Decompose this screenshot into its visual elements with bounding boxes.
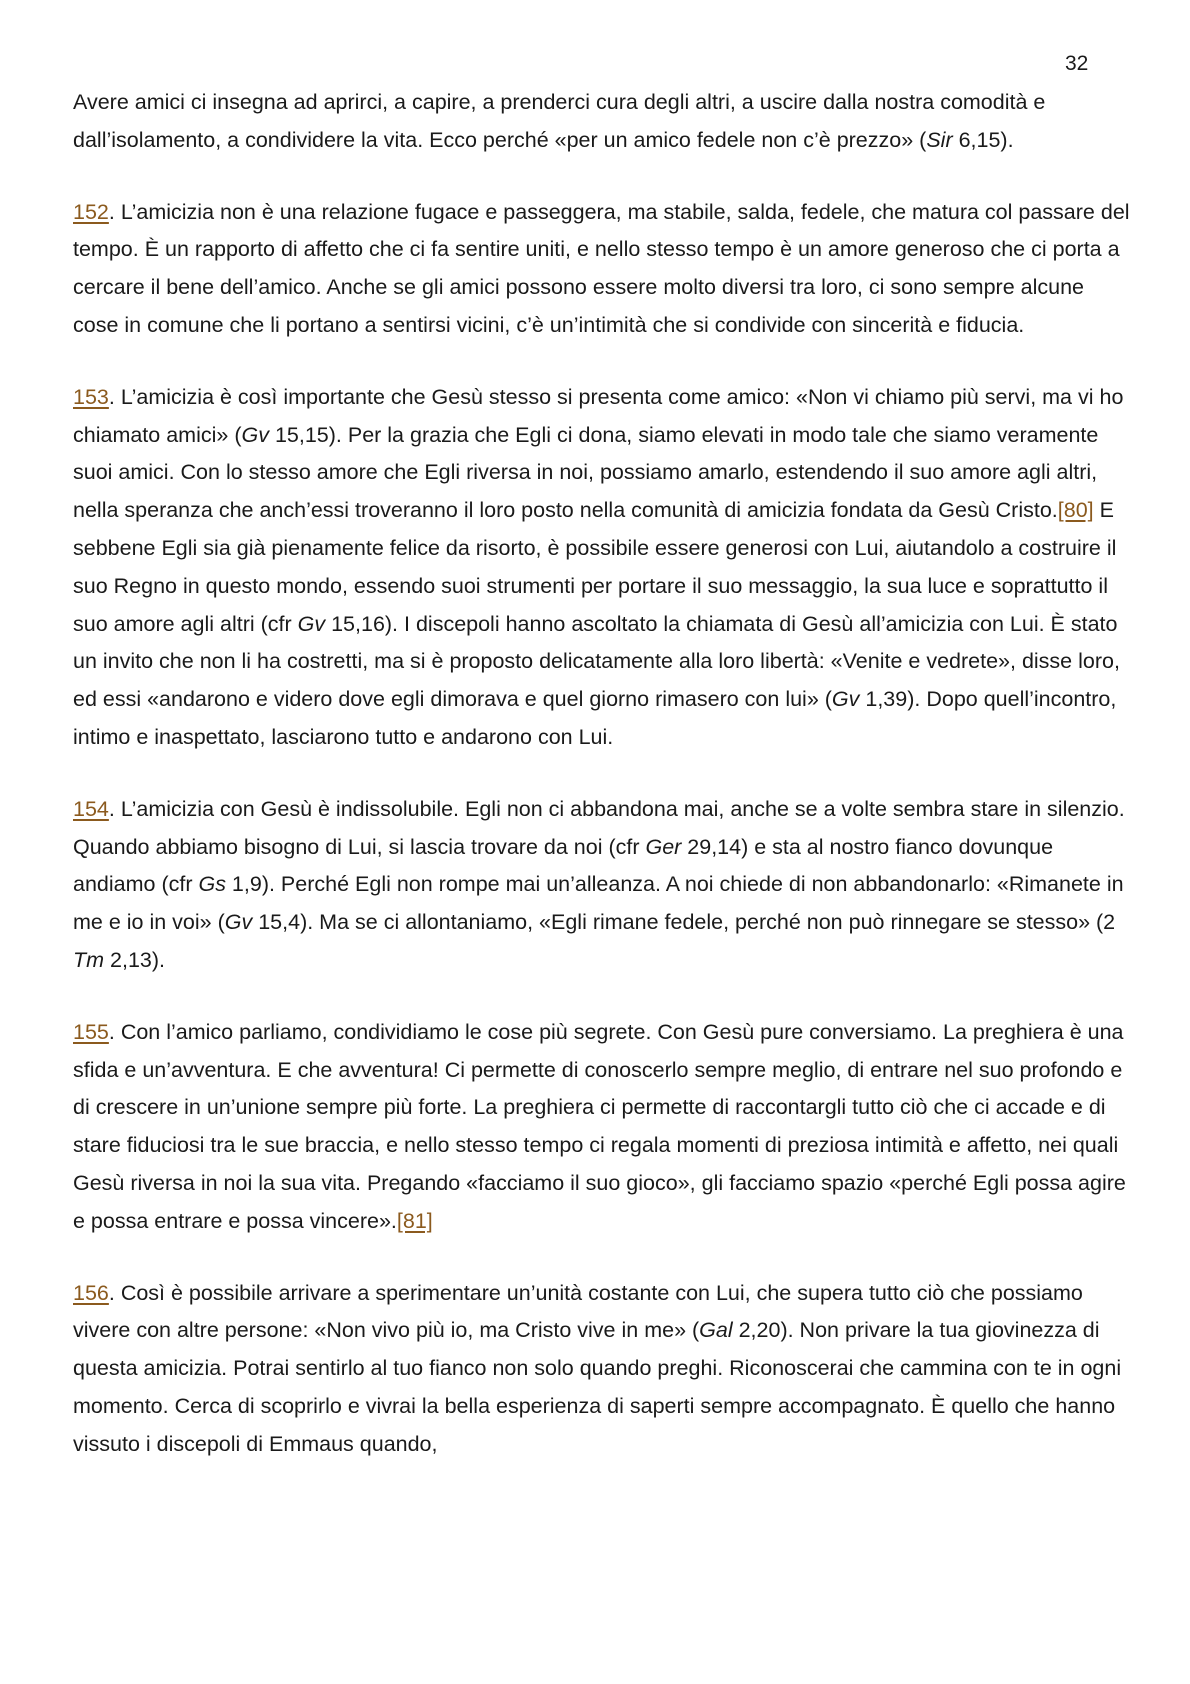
bible-book-abbrev: Gal bbox=[699, 1318, 733, 1343]
paragraph-text: 6,15). bbox=[952, 127, 1014, 152]
paragraph-text: . L’amicizia è così importante che Gesù stesso si presenta come amico: «Non vi chiamo più servi, ma vi ho chiamato amici» ( bbox=[73, 384, 1124, 447]
paragraph-text: 2,13). bbox=[104, 947, 165, 972]
paragraph-text: . Così è possibile arrivare a sperimentare un’unità costante con Lui, che supera tutto ciò che possiamo vivere con altre persone: «Non vivo più io, ma Cristo vive in me» ( bbox=[73, 1280, 1083, 1343]
paragraph-155 bbox=[73, 1014, 1133, 1241]
paragraph-152 bbox=[73, 194, 1133, 345]
paragraph-intro bbox=[73, 84, 1133, 160]
bible-book-abbrev: Gv bbox=[831, 687, 860, 712]
paragraph-text: 15,4). Ma se ci allontaniamo, «Egli rimane fedele, perché non può rinnegare se stesso» (2 bbox=[252, 910, 1116, 935]
paragraph-156 bbox=[73, 1275, 1133, 1464]
paragraph-number-link[interactable]: 156 bbox=[73, 1280, 109, 1305]
document-body bbox=[73, 84, 1133, 1498]
bible-book-abbrev: Gs bbox=[198, 872, 226, 897]
bible-book-abbrev: Gv bbox=[297, 611, 326, 636]
paragraph-number-link[interactable]: 155 bbox=[73, 1019, 109, 1044]
paragraph-text: 1,9). Perché Egli non rompe mai un’alleanza. A noi chiede di non abbandonarlo: «Rimanete in me e io in voi» ( bbox=[73, 872, 1124, 935]
paragraph-text: . Con l’amico parliamo, condividiamo le cose più segrete. Con Gesù pure conversiamo. La preghiera è una sfida e un’avventura. E che avventura! Ci permette di conoscerlo sempre meglio, di entrare nel suo profondo e di crescere in un’unione sempre più forte. La preghiera ci permette di raccontargli tutto ciò che ci accade e di stare fiduciosi tra le sue braccia, e nello stesso tempo ci regala momenti di preziosa intimità e affetto, nei quali Gesù riversa in noi la sua vita. Pregando «facciamo il suo gioco», gli facciamo spazio «perché Egli possa agire e possa entrare e possa vincere». bbox=[73, 1019, 1126, 1233]
bible-book-abbrev: Sir bbox=[926, 127, 953, 152]
paragraph-text: 1,39). Dopo quell’incontro, intimo e inaspettato, lasciarono tutto e andarono con Lui. bbox=[73, 687, 1117, 749]
paragraph-text: Avere amici ci insegna ad aprirci, a capire, a prenderci cura degli altri, a uscire dalla nostra comodità e dall’isolamento, a condividere la vita. Ecco perché «per un amico fedele non c’è prezzo» ( bbox=[73, 90, 1046, 152]
paragraph-text: 29,14) e sta al nostro fianco dovunque andiamo (cfr bbox=[73, 834, 1054, 897]
paragraph-number-link[interactable]: 153 bbox=[73, 384, 109, 409]
bible-book-abbrev: Gv bbox=[224, 910, 253, 935]
paragraph-text: E sebbene Egli sia già pienamente felice da risorto, è possibile essere generosi con Lui, aiutandolo a costruire il suo Regno in questo mondo, essendo suoi strumenti per portare il suo messaggio, la sua luce e soprattutto il suo amore agli altri (cfr bbox=[73, 498, 1117, 636]
footnote-link[interactable]: [81] bbox=[396, 1208, 433, 1233]
paragraph-154 bbox=[73, 791, 1133, 980]
paragraph-number-link[interactable]: 154 bbox=[73, 796, 109, 821]
paragraph-153 bbox=[73, 379, 1133, 757]
bible-book-abbrev: Tm bbox=[73, 947, 105, 972]
paragraph-text: . L’amicizia non è una relazione fugace e passeggera, ma stabile, salda, fedele, che matura col passare del tempo. È un rapporto di affetto che ci fa sentire uniti, e nello stesso tempo è un amore generoso che ci porta a cercare il bene dell’amico. Anche se gli amici possono essere molto diversi tra loro, ci sono sempre alcune cose in comune che li portano a sentirsi vicini, c’è un’intimità che si condivide con sincerità e fiducia. bbox=[73, 199, 1130, 337]
paragraph-number-link[interactable]: 152 bbox=[73, 199, 109, 224]
page-number: 32 bbox=[1065, 52, 1089, 75]
footnote-link[interactable]: [80] bbox=[1057, 498, 1094, 523]
paragraph-text: . L’amicizia con Gesù è indissolubile. Egli non ci abbandona mai, anche se a volte sembra stare in silenzio. Quando abbiamo bisogno di Lui, si lascia trovare da noi (cfr bbox=[73, 796, 1125, 859]
paragraph-text: 15,16). I discepoli hanno ascoltato la chiamata di Gesù all’amicizia con Lui. È stato un invito che non li ha costretti, ma si è proposto delicatamente alla loro libertà: «Venite e vedrete», disse loro, ed essi «andarono e videro dove egli dimorava e quel giorno rimasero con lui» ( bbox=[73, 611, 1120, 712]
paragraph-text: 15,15). Per la grazia che Egli ci dona, siamo elevati in modo tale che siamo veramente suoi amici. Con lo stesso amore che Egli riversa in noi, possiamo amarlo, estendendo il suo amore agli altri, nella speranza che anch’essi troveranno il loro posto nella comunità di amicizia fondata da Gesù Cristo. bbox=[73, 422, 1099, 523]
paragraph-text: 2,20). Non privare la tua giovinezza di questa amicizia. Potrai sentirlo al tuo fianco non solo quando preghi. Riconoscerai che cammina con te in ogni momento. Cerca di scoprirlo e vivrai la bella esperienza di saperti sempre accompagnato. È quello che hanno vissuto i discepoli di Emmaus quando, bbox=[73, 1318, 1122, 1456]
bible-book-abbrev: Gv bbox=[241, 422, 269, 447]
bible-book-abbrev: Ger bbox=[645, 834, 682, 859]
